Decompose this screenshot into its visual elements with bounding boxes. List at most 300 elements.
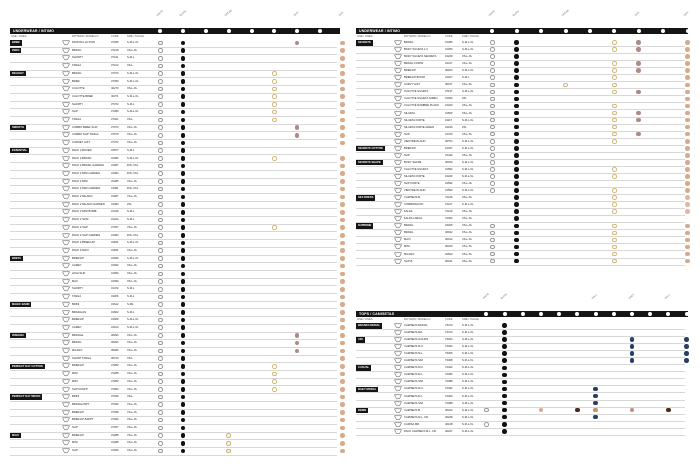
row-size: XS-L-XL: [127, 248, 138, 252]
row-model: COMBO SLIP TANGA: [72, 133, 99, 137]
color-swatch-white: [158, 395, 163, 400]
garment-thumbnail-icon: [62, 202, 70, 208]
garment-thumbnail-icon: [394, 153, 402, 159]
color-swatch-white: [490, 97, 495, 102]
color-swatch-black: [502, 330, 507, 335]
color-swatch-white: [158, 125, 163, 130]
color-swatch-skin: [685, 61, 690, 66]
color-swatch-skin: [340, 48, 345, 53]
header-dot: [318, 29, 322, 33]
row-size: DIS.-XXL: [127, 187, 139, 191]
row-code: 37457: [111, 426, 119, 429]
row-model: CURVY GIFT: [404, 83, 421, 87]
color-swatch-skin: [340, 179, 345, 184]
garment-thumbnail-icon: [62, 271, 70, 277]
garment-thumbnail-icon: [394, 125, 402, 131]
color-swatch-rose: [630, 408, 635, 413]
garment-thumbnail-icon: [394, 181, 402, 187]
row-model: CULOTTE BRIEF: [72, 94, 94, 98]
color-swatch-white: [490, 146, 495, 151]
row-size: S-M-L-XL: [127, 41, 139, 44]
color-swatch-black: [181, 372, 186, 377]
row-size: S-M-L-XL: [127, 71, 139, 75]
row-size: S-M-L-XL: [127, 325, 139, 329]
row-code: 72488: [445, 401, 453, 405]
color-swatch-white: [158, 71, 163, 76]
column-title: BLACK: [178, 9, 187, 17]
row-model: PACK 2 SLIM: [72, 218, 89, 222]
color-swatch-white: [158, 364, 163, 369]
row-size: XS-L: [127, 395, 133, 399]
row-model: MILANO: [404, 252, 415, 256]
color-swatch-black: [181, 71, 186, 76]
color-swatch-black: [502, 366, 507, 371]
column-title: SKIN: [292, 11, 300, 17]
row-code: 72400: [445, 394, 453, 398]
row-code: 31090: [111, 279, 119, 283]
sub-header-line: LINE / LINEA: [357, 318, 373, 321]
color-swatch-skin: [340, 333, 345, 338]
color-swatch-white: [490, 61, 495, 66]
row-model: SLIP: [72, 426, 78, 429]
color-swatch-skin: [340, 225, 345, 230]
row-size: XS-L-XL: [127, 433, 138, 437]
color-swatch-skin: [340, 395, 345, 400]
color-swatch-black: [181, 256, 186, 261]
garment-thumbnail-icon: [394, 54, 402, 60]
color-swatch-skin: [340, 449, 345, 454]
color-swatch-black: [181, 426, 186, 431]
row-size: S-M-L-XL: [462, 373, 474, 377]
color-swatch-skin: [340, 195, 345, 200]
row-model: BRINI: [72, 395, 80, 399]
row-model: PACK 2 BRASIL GARDEN: [72, 164, 104, 168]
color-swatch-black: [181, 187, 186, 192]
garment-thumbnail-icon: [62, 333, 70, 339]
row-model: MILANO: [72, 349, 83, 352]
row-code: 72480: [445, 373, 453, 377]
garment-thumbnail-icon: [62, 317, 70, 323]
color-swatch-white: [484, 408, 489, 413]
row-code: 36754: [445, 139, 453, 143]
row-model: BRIEFLIP: [72, 256, 84, 260]
color-swatch-cream: [272, 102, 277, 107]
color-swatch-black: [514, 167, 519, 172]
color-swatch-skin: [340, 164, 345, 169]
color-swatch-skin: [340, 64, 345, 69]
row-model: CAMISETA S/M: [404, 401, 423, 405]
color-swatch-mauve: [295, 349, 300, 354]
color-swatch-black: [514, 40, 519, 45]
row-model: PACK 2 SLIP: [72, 225, 88, 229]
color-swatch-white: [158, 287, 163, 292]
row-model: SLIP: [72, 449, 78, 453]
row-model: BRIEFLIP BOOM: [404, 76, 425, 80]
row-model: CULOTTE SILUETA: [404, 167, 429, 171]
color-swatch-white: [490, 47, 495, 52]
color-swatch-skin: [685, 104, 690, 109]
color-swatch-cream: [612, 111, 617, 116]
row-size: XS-L-XL: [127, 333, 138, 337]
color-swatch-white: [490, 245, 495, 250]
row-code: 72217: [445, 203, 453, 207]
row-code: 31490: [111, 449, 119, 453]
color-swatch-skin: [340, 387, 345, 392]
sub-header-sizes: SIZE / TAGLIE: [127, 35, 144, 38]
color-swatch-cream2: [226, 433, 231, 438]
color-swatch-navy: [630, 351, 635, 356]
color-swatch-white: [158, 433, 163, 438]
garment-thumbnail-icon: [394, 174, 402, 180]
row-code: 37373: [111, 125, 119, 129]
row-model: BRIEFLIP: [72, 433, 84, 437]
row-code: 31877: [111, 148, 119, 152]
color-swatch-white: [490, 125, 495, 130]
row-code: 31317: [445, 62, 453, 66]
color-swatch-black: [181, 202, 186, 207]
garment-thumbnail-icon: [62, 233, 70, 239]
color-swatch-black: [181, 210, 186, 215]
row-code: 31446: [111, 210, 119, 214]
color-swatch-black: [502, 358, 507, 363]
color-swatch-white: [158, 279, 163, 284]
color-swatch-white: [158, 410, 163, 415]
row-size: XS-L-XL: [462, 245, 473, 249]
color-swatch-navy: [593, 394, 598, 399]
color-swatch-cream: [272, 94, 277, 99]
color-swatch-black: [181, 402, 186, 407]
row-size: S-M-L-XL: [462, 167, 474, 171]
garment-thumbnail-icon: [62, 394, 70, 400]
row-size: S-M-L: [127, 148, 135, 152]
color-swatch-skin: [340, 341, 345, 346]
row-size: XS-L-XL: [127, 133, 138, 137]
garment-thumbnail-icon: [62, 94, 70, 100]
row-model: CAMISA MR: [404, 422, 420, 426]
row-model: CORSET GIFT: [72, 141, 91, 145]
row-size: XS-L-XL: [462, 238, 473, 242]
row-size: XS-L-XL: [462, 83, 473, 87]
color-swatch-black: [514, 132, 519, 137]
column-title: BLACK: [512, 9, 521, 17]
color-swatch-black: [181, 272, 186, 277]
row-model: HIGH SLIP: [72, 272, 86, 275]
row-model: CULOTTE NOMBRE PLANO: [404, 104, 439, 108]
row-model: BRASILIANPT: [72, 402, 90, 406]
row-model: BRASIL: [72, 71, 82, 75]
garment-thumbnail-icon: [394, 351, 402, 357]
row-size: S-M-L-XL: [462, 174, 474, 178]
color-swatch-white: [490, 160, 495, 165]
color-swatch-black: [181, 195, 186, 200]
color-swatch-white: [158, 110, 163, 115]
color-swatch-cream: [612, 118, 617, 123]
row-code: 37321: [111, 118, 119, 121]
column-title: CREAM: [561, 9, 570, 17]
row-code: 73474: [445, 331, 453, 335]
color-swatch-skin: [340, 248, 345, 253]
color-swatch-skin: [340, 256, 345, 261]
garment-thumbnail-icon: [62, 117, 70, 123]
color-swatch-pink: [685, 202, 690, 207]
color-swatch-pink: [685, 195, 690, 200]
color-swatch-black: [514, 195, 519, 200]
row-size: XS-L-XL: [127, 426, 138, 429]
header-dot: [521, 312, 525, 316]
row-code: 40128: [445, 422, 453, 426]
garment-thumbnail-icon: [62, 325, 70, 331]
row-size: S-M-L-XL: [462, 408, 474, 412]
color-swatch-white: [158, 210, 163, 215]
garment-thumbnail-icon: [62, 86, 70, 92]
color-swatch-white: [158, 325, 163, 330]
garment-thumbnail-icon: [62, 448, 70, 454]
color-swatch-white: [490, 181, 495, 186]
row-code: 31230: [445, 125, 453, 129]
column-title: SKIN: [338, 11, 345, 17]
row-code: 72300: [445, 217, 453, 221]
color-swatch-black: [181, 418, 186, 423]
row-code: 31485: [111, 179, 119, 183]
row-size: XS-L-XL: [462, 62, 473, 66]
row-size: XS-L-XL: [127, 410, 138, 414]
row-model: CULOTTE SILUETA GIDEN: [404, 97, 438, 101]
row-model: BRIEFLIP: [72, 318, 84, 322]
garment-thumbnail-icon: [394, 139, 402, 145]
row-code: 37211: [111, 56, 119, 60]
row-size: S-M-L-XL: [462, 394, 474, 398]
row-code: 37283: [111, 379, 119, 383]
header-dot: [575, 312, 579, 316]
garment-thumbnail-icon: [62, 425, 70, 431]
row-size: XS-L-XL: [127, 449, 138, 453]
color-swatch-skin: [685, 125, 690, 130]
color-swatch-black: [181, 233, 186, 238]
column-title: SKIN: [634, 11, 641, 17]
header-dot: [181, 29, 185, 33]
row-model: CAMISETA B.: [404, 196, 421, 200]
color-swatch-white: [158, 379, 163, 384]
row-code: 73473: [445, 324, 453, 327]
color-swatch-cream: [612, 68, 617, 73]
row-size: S-M-L: [127, 218, 135, 222]
line-label: DENIS: [358, 408, 367, 412]
row-model: CAMISETA MA.: [404, 331, 423, 335]
row-code: 31229: [445, 55, 453, 59]
color-swatch-white: [158, 248, 163, 253]
color-swatch-black: [514, 54, 519, 59]
garment-thumbnail-icon: [62, 387, 70, 393]
color-swatch-black: [502, 415, 507, 420]
garment-thumbnail-icon: [62, 179, 70, 185]
color-swatch-skin: [340, 56, 345, 61]
color-swatch-skin: [340, 410, 345, 415]
column-title: WHITE: [488, 9, 496, 17]
row-code: 31487: [111, 164, 119, 168]
color-swatch-skin: [340, 426, 345, 431]
color-swatch-black: [514, 238, 519, 243]
line-label: INSIGNIA: [12, 333, 24, 337]
color-swatch-mauve: [295, 341, 300, 346]
color-swatch-cream: [272, 364, 277, 369]
color-swatch-black: [514, 61, 519, 66]
garment-thumbnail-icon: [394, 372, 402, 378]
row-size: S-M-L-XL: [462, 345, 474, 349]
garment-thumbnail-icon: [394, 103, 402, 109]
row-code: 31500: [445, 111, 453, 115]
row-code: 31592: [445, 182, 453, 185]
color-swatch-white: [158, 264, 163, 269]
row-size: S-M-L-XL: [462, 380, 474, 384]
color-swatch-skin: [340, 279, 345, 284]
color-swatch-cream: [272, 110, 277, 115]
row-model: BRIEFLIP BAPPT: [72, 418, 94, 422]
row-code: 37372: [111, 102, 119, 106]
color-swatch-black: [502, 380, 507, 385]
row-model: BRIEFLIP: [404, 69, 416, 73]
row-size: XS-L-XL: [462, 153, 473, 157]
color-swatch-white: [158, 272, 163, 277]
color-swatch-skin: [685, 181, 690, 186]
color-swatch-white: [158, 295, 163, 300]
header-dot: [630, 312, 634, 316]
row-code: 31480: [111, 156, 119, 160]
row-code: 31090: [111, 272, 119, 275]
row-model: PACK 2 SLIP GARDEN: [72, 233, 101, 237]
color-swatch-white: [158, 318, 163, 323]
color-swatch-skin: [685, 153, 690, 158]
color-swatch-mauve: [636, 132, 641, 137]
color-swatch-black: [181, 349, 186, 354]
garment-thumbnail-icon: [62, 163, 70, 169]
color-swatch-skin: [340, 302, 345, 307]
section-title: TOPS / CAMISETAS: [359, 312, 395, 316]
color-swatch-white: [158, 118, 163, 123]
garment-thumbnail-icon: [394, 415, 402, 421]
row-code: 31184: [111, 241, 119, 245]
column-title: NAVY: [591, 293, 599, 300]
row-model: CAMEY: [72, 264, 82, 268]
row-size: S-M-L-XL: [127, 241, 139, 245]
row-model: PACK 2 BOXER: [72, 148, 92, 152]
row-size: XS-L-XL: [462, 196, 473, 200]
color-swatch-white: [484, 422, 489, 427]
header-dot: [588, 29, 592, 33]
row-code: 31481: [111, 187, 119, 191]
row-model: PACK 2 BRIEFLAP: [72, 241, 96, 245]
row-size: XS-L-XL: [127, 48, 138, 52]
color-swatch-black: [502, 401, 507, 406]
row-code: 31487: [111, 195, 119, 198]
row-size: XS-L-XL: [127, 279, 138, 283]
row-size: S-M-L-XL: [462, 203, 474, 207]
row-size: S-M-L-XL: [462, 189, 474, 193]
row-size: S-M-L-XL: [127, 79, 139, 83]
color-swatch-white: [158, 171, 163, 176]
color-swatch-brown: [666, 408, 671, 413]
header-dot: [686, 29, 690, 33]
color-swatch-skin: [340, 364, 345, 369]
row-code: 40237: [445, 429, 453, 433]
garment-thumbnail-icon: [62, 240, 70, 246]
line-label: DELIGHT: [12, 71, 24, 75]
row-model: PACK 2 BRASIL: [72, 156, 92, 160]
garment-thumbnail-icon: [394, 244, 402, 250]
color-swatch-brown: [575, 408, 580, 413]
row-code: 31608: [111, 318, 119, 322]
color-swatch-navy: [630, 344, 635, 349]
color-swatch-cream: [612, 40, 617, 45]
color-swatch-white: [490, 188, 495, 193]
garment-thumbnail-icon: [62, 225, 70, 231]
row-code: 31592: [445, 167, 453, 171]
row-code: 30011: [445, 259, 453, 263]
row-size: XS-L: [127, 64, 133, 68]
color-swatch-white: [158, 179, 163, 184]
color-swatch-cream: [563, 83, 568, 88]
color-swatch-black: [181, 164, 186, 169]
row-code: 36733: [111, 356, 119, 360]
row-code: 31290: [445, 97, 453, 101]
row-code: 37137: [445, 90, 453, 94]
column-titles: [356, 0, 688, 28]
color-swatch-skin: [539, 408, 544, 413]
color-swatch-skin: [340, 156, 345, 161]
row-code: 73468: [445, 359, 453, 363]
color-swatch-white: [490, 118, 495, 123]
row-model: VIENTRE PLANO: [404, 139, 426, 143]
garment-thumbnail-icon: [394, 330, 402, 336]
row-size: S-M-L-XL: [462, 352, 474, 356]
header-dot: [272, 29, 276, 33]
color-swatch-black: [181, 118, 186, 123]
header-dot: [612, 312, 616, 316]
row-size: S-M-L-XL: [127, 156, 139, 160]
header-dot: [661, 29, 665, 33]
row-size: DIS.-XXL: [127, 164, 139, 168]
line-label: SECRETS: [358, 41, 371, 45]
color-swatch-white: [158, 164, 163, 169]
row-size: S-M-L-XL: [462, 118, 474, 122]
color-swatch-navy: [630, 358, 635, 363]
row-code: 31092: [111, 264, 119, 268]
row-code: 31612: [111, 302, 119, 306]
color-swatch-white: [490, 75, 495, 80]
color-swatch-skin: [685, 167, 690, 172]
row-code: 31183: [111, 248, 119, 252]
color-swatch-skin: [340, 295, 345, 300]
row-size: XS-L-XL: [127, 387, 138, 391]
color-swatch-cream: [612, 125, 617, 130]
row-code: 40273: [111, 87, 119, 91]
color-swatch-skin: [685, 160, 690, 165]
row-code: 73462: [445, 345, 453, 349]
row-size: XS-L-XL: [127, 87, 138, 91]
row-model: SHORTY: [72, 102, 84, 106]
color-swatch-cream: [612, 238, 617, 243]
row-code: 32523: [445, 252, 453, 256]
color-swatch-cream: [612, 188, 617, 193]
garment-thumbnail-icon: [394, 89, 402, 95]
color-swatch-white: [490, 252, 495, 257]
row-model: PACK 2 MINI BOMB: [72, 210, 97, 214]
color-swatch-cream: [272, 387, 277, 392]
color-swatch-black: [181, 41, 186, 46]
line-label: PERFECT DAY MICRO: [12, 395, 41, 399]
garment-thumbnail-icon: [62, 256, 70, 262]
row-model: MINI: [72, 441, 78, 445]
row-code: 37284: [111, 387, 119, 391]
